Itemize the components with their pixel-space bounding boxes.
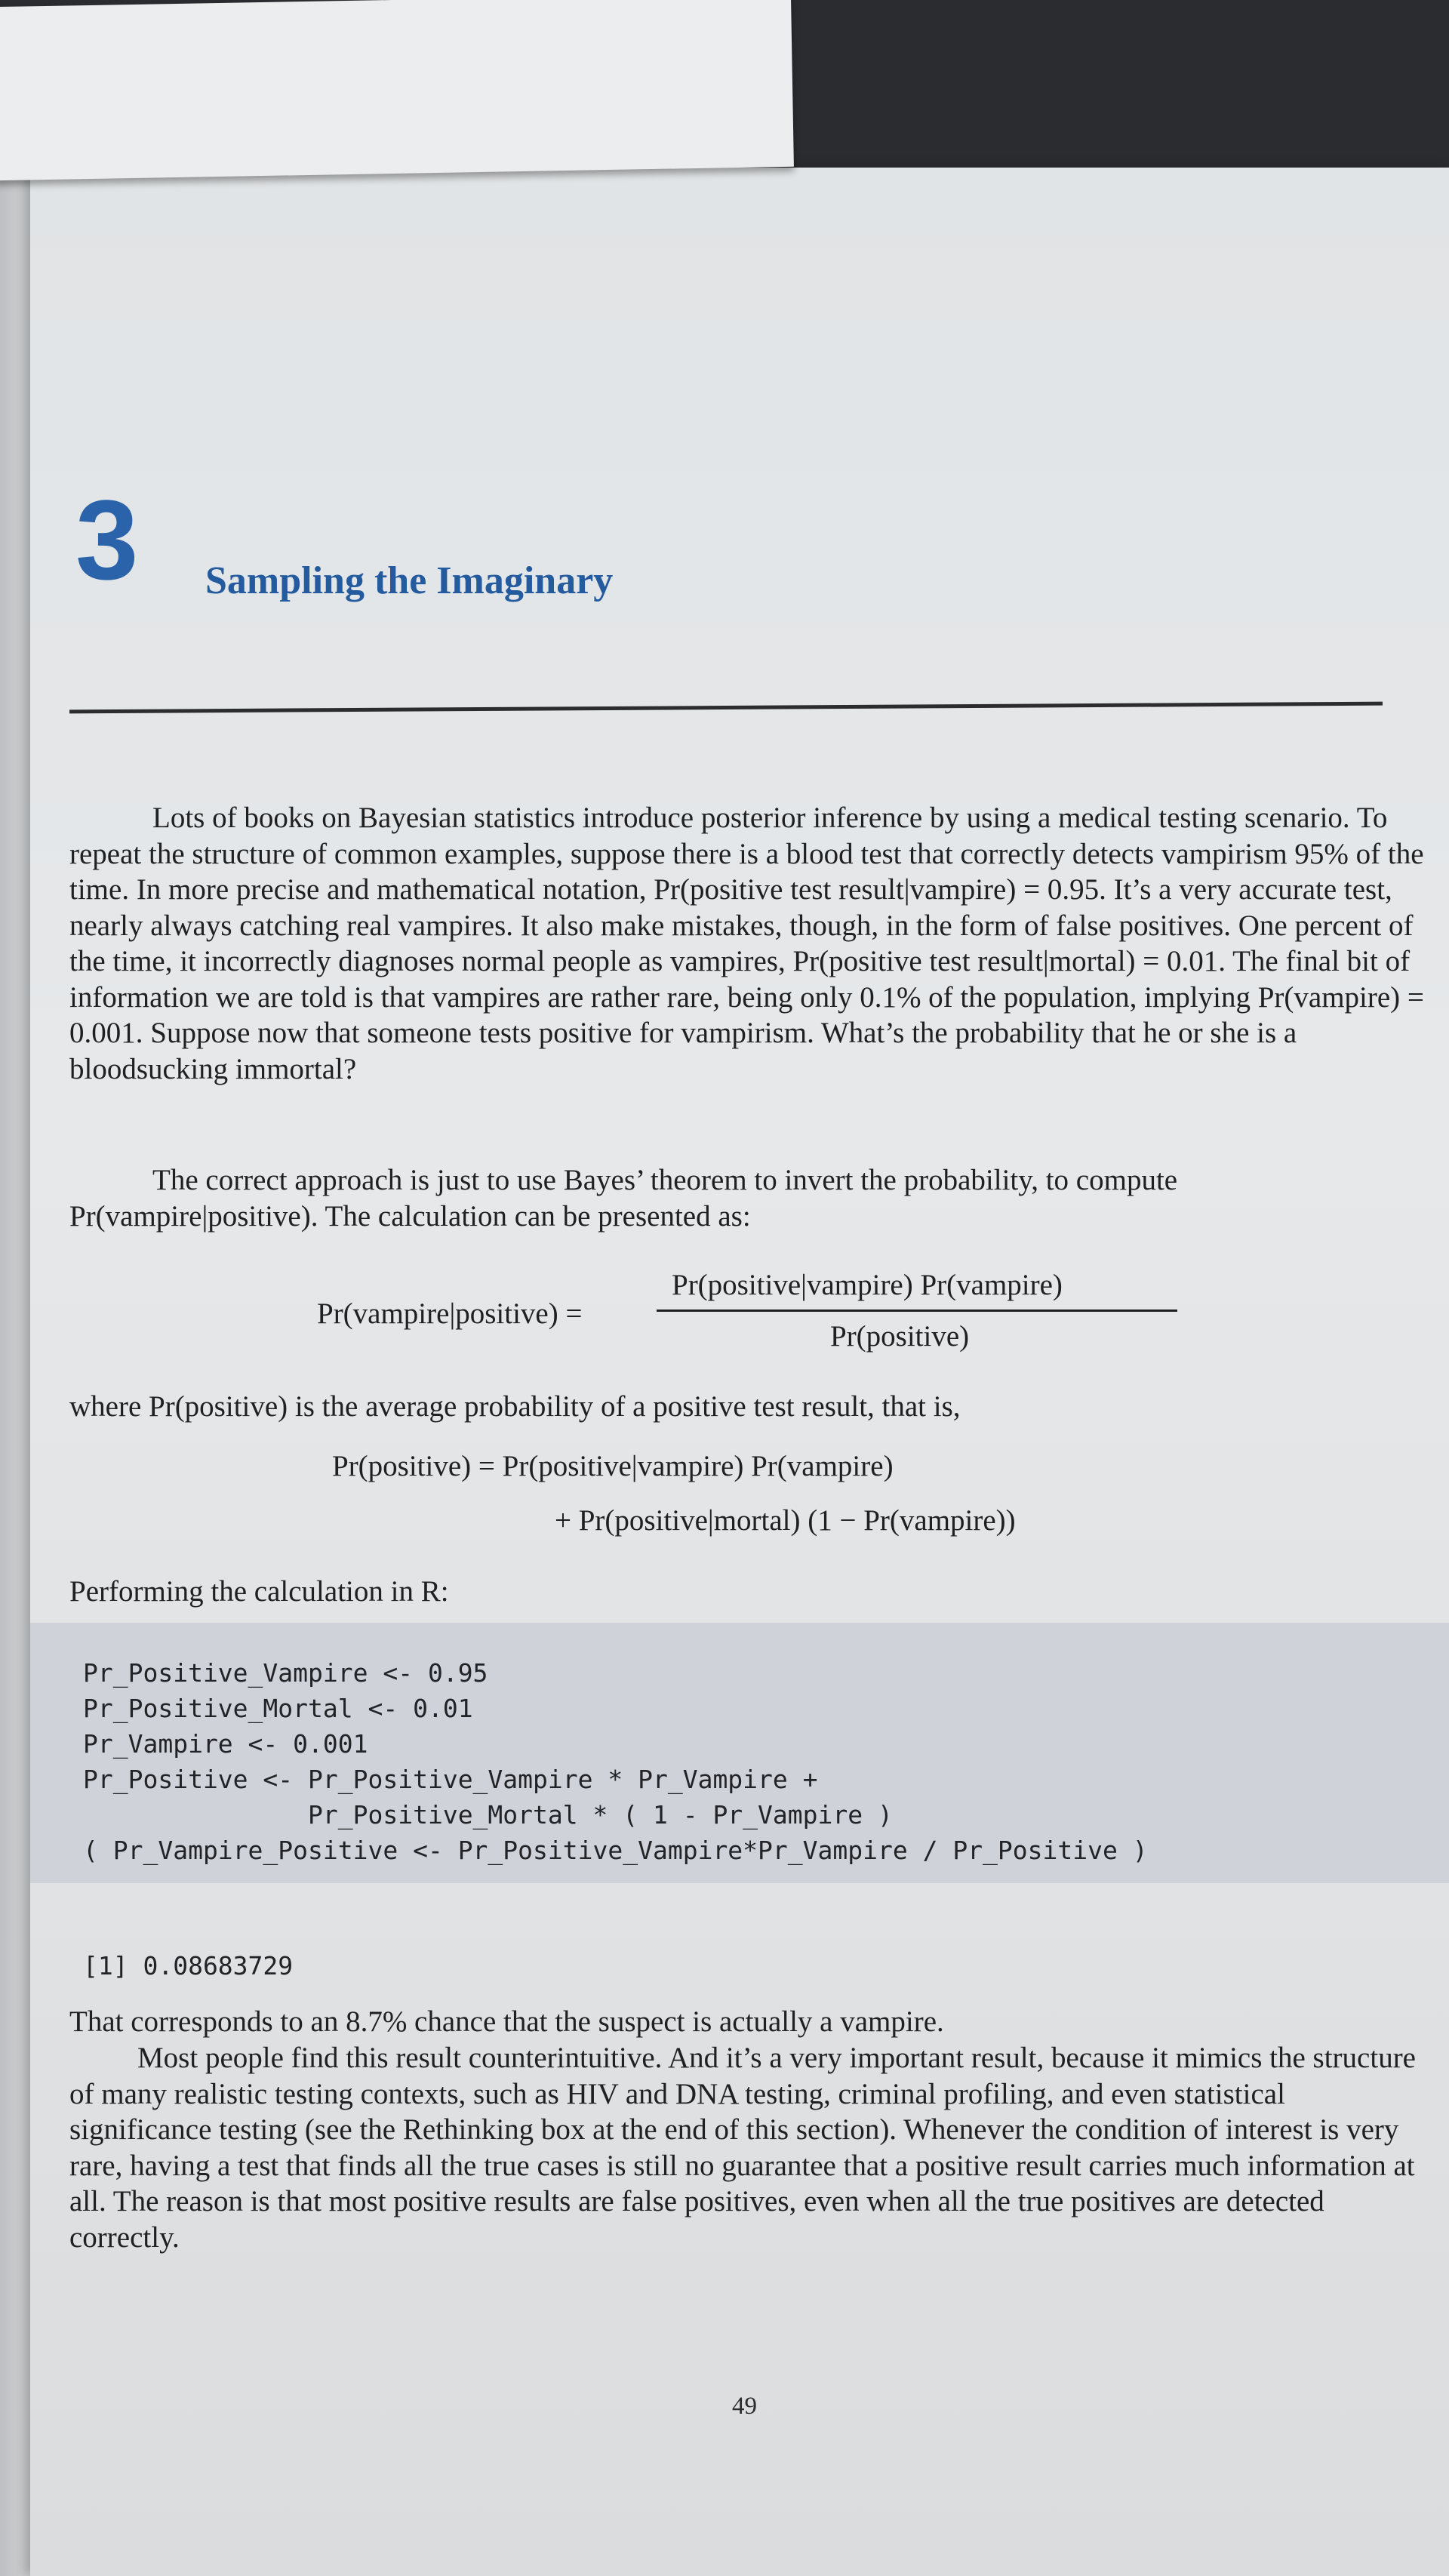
paragraph-where: where Pr(positive) is the average probability of a positive test result, that is, bbox=[69, 1390, 961, 1423]
equation-lhs: Pr(vampire|positive) = bbox=[317, 1297, 583, 1330]
chapter-title: Sampling the Imaginary bbox=[205, 559, 614, 602]
page-number: 49 bbox=[732, 2393, 757, 2420]
paragraph-performing: Performing the calculation in R: bbox=[69, 1575, 449, 1608]
fraction-bar bbox=[657, 1310, 1177, 1312]
paper-bookmark bbox=[0, 0, 794, 180]
paragraph-result: That corresponds to an 8.7% chance that the suspect is actually a vampire. bbox=[69, 2005, 944, 2038]
equation-denominator: Pr(positive) bbox=[830, 1320, 970, 1353]
bayes-equation bbox=[317, 1268, 1223, 1366]
r-code: Pr_Positive_Vampire <- 0.95 Pr_Positive_Mortal <- 0.01 Pr_Vampire <- 0.001 Pr_Positive <- Pr_Positive_Vampire * Pr_Vampire + Pr_Positive_Mortal * ( 1 - Pr_Vampire ) ( Pr_Vampire_Positive <- Pr_Positive_Vampire*Pr_Vampire / Pr_Positive ) bbox=[83, 1658, 1148, 1865]
average-probability-equation-line2: + Pr(positive|mortal) (1 − Pr(vampire)) bbox=[555, 1504, 1016, 1537]
paragraph-bayes: The correct approach is just to use Bayes’ theorem to invert the probability, to compute Pr(vampire|positive). The calculation can be presented as: bbox=[69, 1164, 1178, 1233]
chapter-number: 3 bbox=[75, 476, 139, 603]
equation-numerator: Pr(positive|vampire) Pr(vampire) bbox=[672, 1269, 1063, 1301]
facing-page-text bbox=[0, 272, 33, 1064]
r-output: [1] 0.08683729 bbox=[83, 1951, 294, 1980]
average-probability-equation-line1: Pr(positive) = Pr(positive|vampire) Pr(vampire) bbox=[332, 1450, 894, 1482]
paragraph-intro: Lots of books on Bayesian statistics introduce posterior inference by using a medical testing scenario. To repeat the structure of common examples, suppose there is a blood test that correctly detects vampirism 95% of the time. In more precise and mathematical notation, Pr(positive test result|vampire) = 0.95. It’s a very accurate test, nearly always catching real vampires. It also make mistakes, though, in the form of false positives. One percent of the time, it incorrectly diagnoses normal people as vampires, Pr(positive test result|mortal) = 0.01. The final bit of information we are told is that vampires are rather rare, being only 0.1% of the population, implying Pr(vampire) = 0.001. Suppose now that someone tests positive for vampirism. What’s the probability that he or she is a bloodsucking immortal? bbox=[69, 802, 1424, 1085]
paragraph-counterintuitive: Most people find this result counterintuitive. And it’s a very important result, because it mimics the structure of many realistic testing contexts, such as HIV and DNA testing, criminal profiling, and even statistical significance testing (see the Rethinking box at the end of this section). Whenever the condition of interest is very rare, having a test that finds all the true cases is still no guarantee that a positive result carries much information at all. The reason is that most positive results are false positives, even when all the true positives are detected correctly. bbox=[69, 2042, 1416, 2254]
